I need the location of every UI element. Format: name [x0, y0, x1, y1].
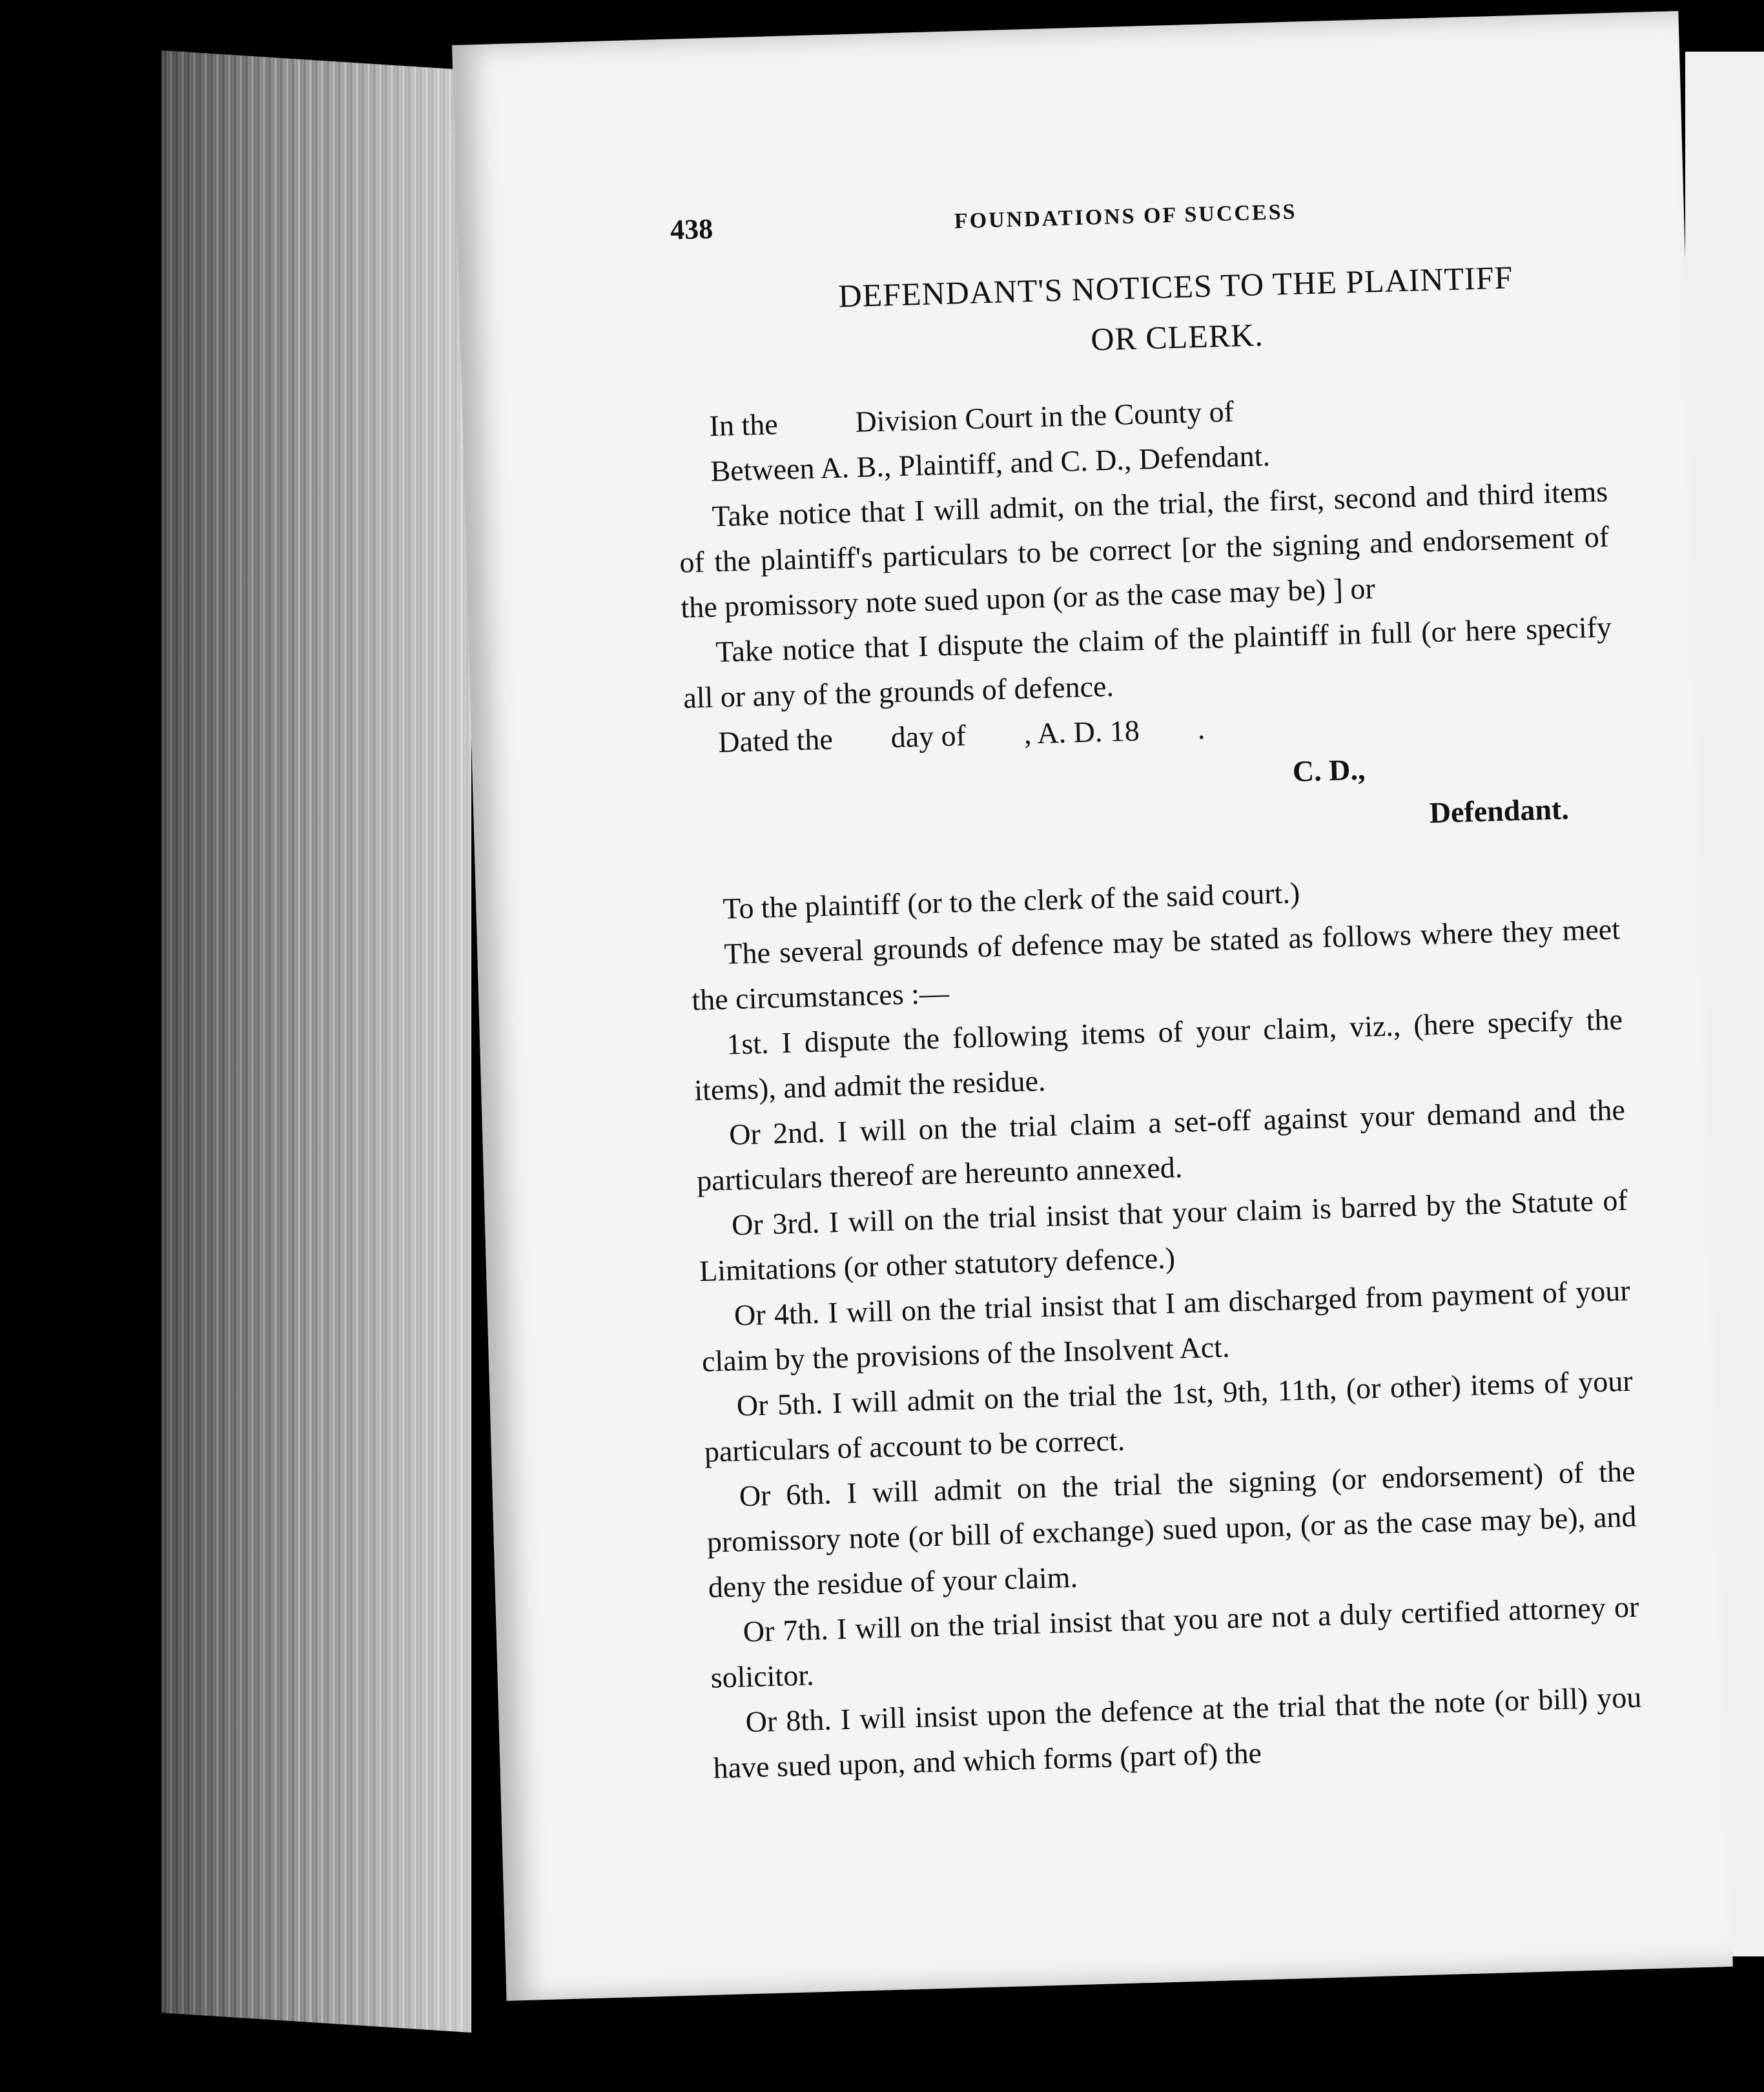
- book-page: [452, 11, 1733, 2001]
- dated-line-part-3: , A. D. 18: [1023, 713, 1140, 750]
- ground-7-paragraph: Or 7th. I will on the trial insist that you are not a duly certified attorney or solicitor.: [710, 1590, 1639, 1694]
- ground-4-paragraph: Or 4th. I will on the trial insist that I am discharged from payment of your claim by the provisions of the Insolvent Act.: [701, 1273, 1631, 1378]
- ground-2-paragraph: Or 2nd. I will on the trial claim a set-off against your demand and the particulars thereof are hereunto annexed.: [696, 1092, 1626, 1198]
- dated-line-part-1: Dated the: [717, 722, 834, 759]
- notice-dispute-paragraph: Take notice that I dispute the claim of the plaintiff in full (or here specify all or any of the grounds of defence.: [682, 610, 1612, 715]
- running-title: FOUNDATIONS OF SUCCESS: [954, 200, 1297, 234]
- grounds-intro-paragraph: The several grounds of defence may be stated as follows where they meet the circumstances :—: [691, 912, 1621, 1017]
- heading-line-2: OR CLERK.: [1090, 316, 1264, 358]
- ground-5-paragraph: Or 5th. I will admit on the trial the 1st, 9th, 11th, (or other) items of your particulars of account to be correct.: [704, 1364, 1634, 1468]
- ground-8-paragraph: Or 8th. I will insist upon the defence at the trial that the note (or bill) you have sued upon, and which forms (part of) the: [712, 1680, 1642, 1785]
- signature-role: Defendant.: [1429, 792, 1570, 830]
- dated-line-part-4: .: [1196, 712, 1205, 746]
- heading-line-1: DEFENDANT'S NOTICES TO THE PLAINTIFF: [837, 259, 1513, 314]
- addressee-line: To the plaintiff (or to the clerk of the said court.): [722, 876, 1300, 925]
- dated-line-part-2: day of: [890, 719, 967, 754]
- notice-admit-paragraph: Take notice that I will admit, on the trial, the first, second and third items of the plaintiff's particulars to be correct [or the signing and endorsement of the promissory note sued upon (or as the case may be) ] or: [679, 475, 1610, 624]
- ground-1-paragraph: 1st. I dispute the following items of your claim, viz., (here specify the items), and admit the residue.: [693, 1002, 1623, 1107]
- ground-3-paragraph: Or 3rd. I will on the trial insist that your claim is barred by the Statute of Limitations (or other statutory defence.): [699, 1183, 1628, 1288]
- book-page-edges: [161, 50, 471, 2033]
- section-heading: [672, 249, 1604, 376]
- ground-6-paragraph: Or 6th. I will admit on the trial the signing (or endorsement) of the promissory note (or bill of exchange) sued upon, (or as the case may be), and deny the residue of your claim.: [706, 1454, 1637, 1604]
- signature-initials: C. D.,: [1292, 752, 1366, 788]
- court-line-end: Division Court in the County of: [854, 395, 1235, 438]
- parties-line: Between A. B., Plaintiff, and C. D., Defendant.: [710, 438, 1271, 488]
- page-text-block: [670, 187, 1643, 1790]
- court-line-start: In the: [708, 407, 779, 443]
- page-number: 438: [670, 212, 713, 246]
